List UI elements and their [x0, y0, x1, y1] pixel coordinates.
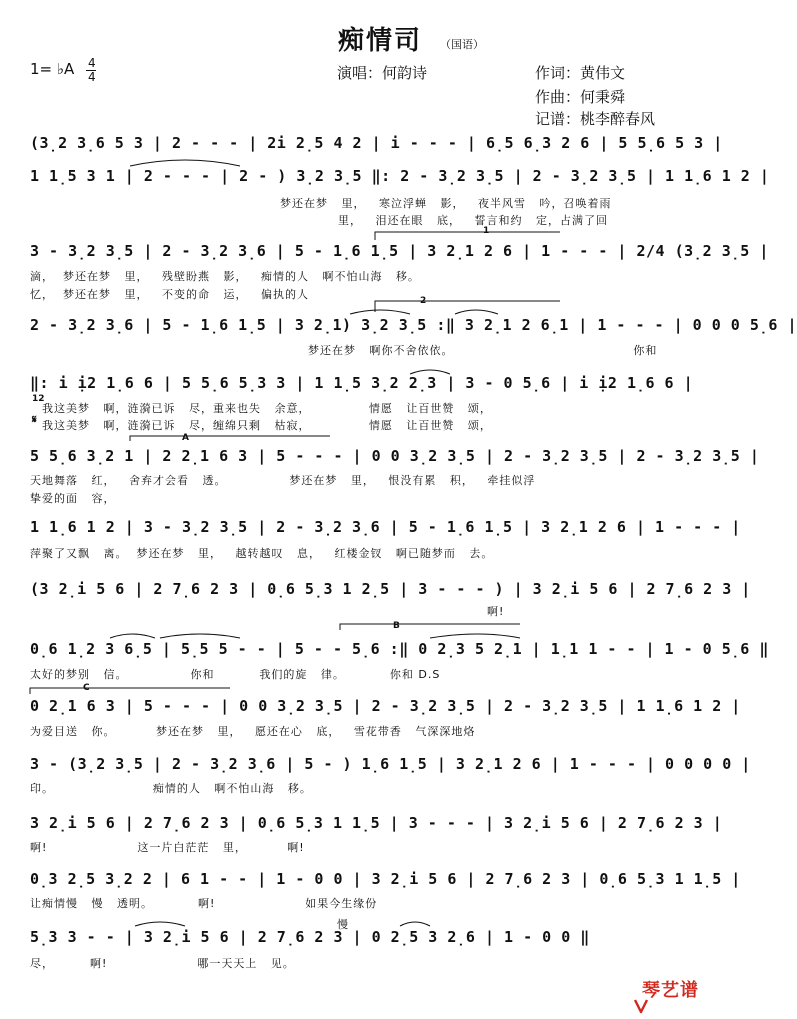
rehearsal-c: C [83, 683, 90, 693]
lyric-line: 滴， 梦还在梦 里， 残壁盼燕 影， 痴情的人 啊不怕山海 移。 [30, 270, 420, 283]
lyric-line: 尽， 啊! 哪一天天上 见。 [30, 957, 295, 970]
singer-credit: 演唱：何韵诗 [337, 64, 428, 82]
notation-row: 0 2̣1 6 3 | 5 - - - | 0 0 3̣2 3̣5 | 2 - 3̣2 3̣5 | 2 - 3̣2 3̣5 | 1 1̣6 1 2 | [30, 697, 741, 715]
volta-2-label: 2 [420, 296, 427, 306]
song-subtitle: （国语） [440, 38, 484, 51]
lyric-line: 为爱目送 你。 梦还在梦 里， 愿还在心 底， 雪花带香 气深深地烙 [30, 725, 476, 738]
repeat-count: 12 [32, 394, 45, 404]
notation-row: 5 5̣6 3̣2 1 | 2 2̣1 6 3 | 5 - - - | 0 0 3̣2 3̣5 | 2 - 3̣2 3̣5 | 2 - 3̣2 3̣5 | [30, 447, 760, 465]
watermark-text: 琴艺谱 [642, 980, 699, 1001]
transcriber-credit: 记谱：桃李醉春风 [535, 110, 656, 128]
notation-row: 3 2̣i 5 6 | 2 7̣6 2 3 | 0̣6 5̣3 1 1̣5 | 3 - - - | 3 2̣i 5 6 | 2 7̣6 2 3 | [30, 814, 723, 832]
music-logo-icon [622, 978, 640, 996]
lyric-line: 啊! 这一片白茫茫 里， 啊! [30, 841, 305, 854]
lyric-line: 里， 泪还在眼 底， 誓言和约 定，占满了回 [338, 214, 608, 227]
time-signature-bottom: 4 [88, 70, 96, 84]
segno-icon: 𝄋 [32, 413, 37, 426]
notation-row: 3 - (3̣2 3̣5 | 2 - 3̣2 3̣6 | 5 - ) 1̣6 1̣5 | 3 2̣1 2 6 | 1 - - - | 0 0 0 0 | [30, 755, 751, 773]
lyric-line: 忆， 梦还在梦 里， 不变的命 运， 偏执的人 [30, 288, 309, 301]
lyric-line: 啊! [487, 605, 505, 618]
lyric-line: 印。 痴情的人 啊不怕山海 移。 [30, 782, 312, 795]
tempo-slow-marking: 慢 [337, 918, 349, 931]
notation-row: (3 2̣i 5 6 | 2 7̣6 2 3 | 0̣6 5̣3 1 2̣5 | 3 - - - ) | 3 2̣i 5 6 | 2 7̣6 2 3 | [30, 580, 751, 598]
time-signature-top: 4 [88, 56, 96, 70]
lyric-line: 萍聚了又飘 离。 梦还在梦 里， 越转越叹 息， 红楼金钗 啊已随梦而 去。 [30, 547, 494, 560]
volta-1-label: 1 [483, 226, 490, 236]
lyric-line: 天地舞落 红， 舍弃才会看 透。 梦还在梦 里， 恨没有累 积， 牵挂似浮 [30, 474, 536, 487]
notation-row: 5̣3 3 - - | 3 2̣i 5 6 | 2 7̣6 2 3 | 0 2̣5 3 2̣6 | 1 - 0 0 ‖ [30, 928, 590, 946]
lyric-line: 太好的梦别 信。 你和 我们的旋 律。 你和 D.S [30, 668, 441, 681]
lyric-line: 梦还在梦 啊你不舍依依。 你和 [308, 344, 658, 357]
composer-credit: 作曲：何秉舜 [535, 88, 626, 106]
lyric-line: 让痴情慢 慢 透明。 啊! 如果今生缘份 [30, 897, 378, 910]
notation-row: 1 1̣6 1 2 | 3 - 3̣2 3̣5 | 2 - 3̣2 3̣6 | 5 - 1̣6 1̣5 | 3 2̣1 2 6 | 1 - - - | [30, 518, 741, 536]
notation-row: (3̣2 3̣6 5 3 | 2 - - - | 2i 2̣5 4 2 | i - - - | 6̣5 6̣3 2 6 | 5 5̣6 5 3 | [30, 134, 723, 152]
key-signature: 1= ♭A [30, 60, 75, 78]
lyric-line: 我这美梦 啊，涟漪已诉 尽，重来也失 余意， 情愿 让百世赞 颂， [42, 402, 492, 415]
notation-row: ‖: i ị2 1̣6 6 | 5 5̣6 5̣3 3 | 1 1̣5 3̣2 2̣3 | 3 - 0 5̣6 | i ị2 1̣6 6 | [30, 374, 694, 392]
notation-row: 0̣3 2̣5 3̣2 2 | 6 1 - - | 1 - 0 0 | 3 2̣i 5 6 | 2 7̣6 2 3 | 0̣6 5̣3 1 1̣5 | [30, 870, 741, 888]
notation-row: 3 - 3̣2 3̣5 | 2 - 3̣2 3̣6 | 5 - 1̣6 1̣5 | 3 2̣1 2 6 | 1 - - - | 2/4 (3̣2 3̣5 | [30, 242, 769, 260]
rehearsal-a: A [182, 433, 189, 443]
lyric-line: 梦还在梦 里， 寒泣浮蝉 影， 夜半风雪 吟，召唤着雨 [280, 197, 612, 210]
lyric-line: 挚爱的面 容， [30, 492, 116, 505]
notation-row: 1 1̣5 3 1 | 2 - - - | 2 - ) 3̣2 3̣5 ‖: 2 - 3̣2 3̣5 | 2 - 3̣2 3̣5 | 1 1̣6 1 2 | [30, 167, 770, 185]
song-title: 痴情司 [338, 26, 423, 56]
rehearsal-b: B [393, 621, 400, 631]
lyricist-credit: 作词：黄伟文 [535, 64, 626, 82]
notation-row: 2 - 3̣2 3̣6 | 5 - 1̣6 1̣5 | 3 2̣1) 3̣2 3̣5 :‖ 3 2̣1 2 6̣1 | 1 - - - | 0 0 0 5̣6 | [30, 316, 797, 334]
lyric-line: 我这美梦 啊，涟漪已诉 尽，缠绵只剩 枯寂， 情愿 让百世赞 颂， [42, 419, 492, 432]
notation-row: 0̣6 1̣2 3 6̣5 | 5̣5 5 - - | 5 - - 5̣6 :‖ 0 2̣3 5 2̣1 | 1̣1 1 - - | 1 - 0 5̣6 ‖ [30, 640, 769, 658]
